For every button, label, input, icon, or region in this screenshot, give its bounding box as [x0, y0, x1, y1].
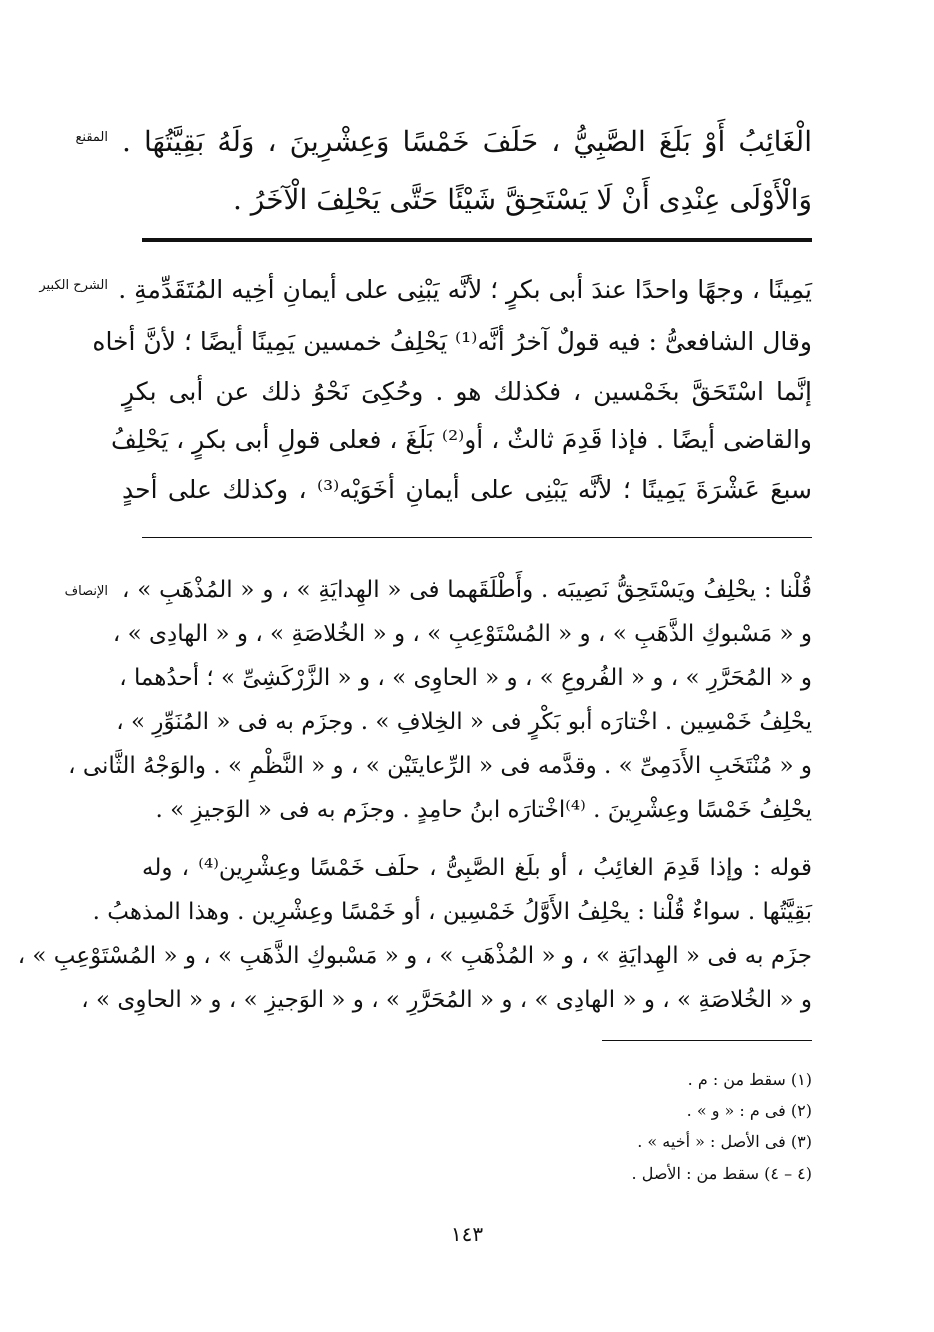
insaf-paragraph2-line-1: قوله : وإذا قَدِمَ الغائِبُ ، أو بلَغ الصَّبِىُّ ، حلَف خَمْسًا وعِشْرِين⁽⁴⁾ ، وله	[142, 855, 812, 881]
footnote-divider	[602, 1040, 812, 1041]
muqni-line-2: وَالْأَوْلَى عِنْدِى أَنْ لَا يَسْتَحِقَّ شَيْئًا حَتَّى يَحْلِفَ الْآخَرُ .	[232, 183, 812, 216]
sharh-line-4: والقاضى أيضًا . فإذا قَدِمَ ثالثٌ ، أو⁽²⁾ بَلَغَ ، فعلى قولِ أبى بكرٍ ، يَحْلِفُ	[110, 425, 812, 454]
footnote-1: (١) سقط من : م .	[687, 1070, 812, 1089]
insaf-line-6: يحْلِفُ خَمْسًا وعِشْرِينَ . ⁽⁴⁾اخْتارَه ابنُ حامِدٍ . وجزَم به فى « الوَجيزِ » .	[155, 797, 812, 823]
insaf-line-1: قُلْنا : يحْلِفُ ويَسْتَحِقُّ نَصِيبَه . وأَطْلَقَهما فى « الهِدايَةِ » ، و « المُذْهَبِ » ،	[122, 577, 812, 603]
section-label-sharh: الشرح الكبير	[39, 278, 108, 293]
insaf-line-3: و « المُحَرَّرِ » ، و « الفُروعِ » ، و « الحاوِى » ، و « الزَّرْكَشِىِّ » ؛ أحدُهما ،	[119, 665, 812, 691]
section-divider-thin	[142, 537, 812, 538]
sharh-line-3: إنَّما اسْتَحَقَّ بخَمْسين ، فكذلك هو . وحُكِىَ نَحْوُ ذلك عن أبى بكرٍ	[122, 377, 812, 406]
insaf-paragraph2-line-3: جزَم به فى « الهِدايَةِ » ، و « المُذْهَبِ » ، و « مَسْبوكِ الذَّهَبِ » ، و « المُسْتَوْعِبِ » ،	[17, 943, 812, 969]
footnote-3: (٣) فى الأصل : « أخيه » .	[637, 1132, 812, 1151]
muqni-line-1: الْغَائِبُ أَوْ بَلَغَ الصَّبِيُّ ، حَلَفَ خَمْسًا وَعِشْرِينَ ، وَلَهُ بَقِيَّتُهَا .	[122, 125, 812, 158]
footnote-4: (٤ – ٤) سقط من : الأصل .	[631, 1164, 812, 1183]
insaf-line-2: و « مَسْبوكِ الذَّهَبِ » ، و « المُسْتَوْعِبِ » ، و « الخُلاصَةِ » ، و « الهادِى » ،	[112, 621, 812, 647]
insaf-paragraph2-line-2: بَقِيَّتُها . سواءٌ قُلْنا : يحْلِفُ الأَوَّلُ خَمْسِين ، أو خَمْسًا وعِشْرِين . وهذا المذهبُ .	[92, 899, 812, 925]
sharh-line-1: يَمِينًا ، وجهًا واحدًا عندَ أبى بكرٍ ؛ لأنَّه يَبْنِى على أيمانِ أخِيه المُتَقَدِّمةِ .	[118, 275, 812, 304]
section-divider-thick	[142, 238, 812, 242]
insaf-line-4: يحْلِفُ خَمْسِين . اخْتارَه أبو بَكْرٍ فى « الخِلافِ » . وجزَم به فى « المُنَوِّرِ » ،	[116, 709, 812, 735]
insaf-paragraph2-line-4: و « الخُلاصَةِ » ، و « الهادِى » ، و « المُحَرَّرِ » ، و « الوَجيزِ » ، و « الحاوِى » ،	[81, 987, 812, 1013]
footnote-2: (٢) فى م : « و » .	[686, 1101, 812, 1120]
sharh-line-5: سبعَ عَشْرَةَ يَمِينًا ؛ لأنَّه يَبْنِى على أيمانِ أخَوَيْه⁽³⁾ ، وكذلك على أحدٍ	[122, 475, 812, 504]
section-label-muqni: المقنع	[75, 130, 108, 145]
insaf-line-5: و « مُنْتَخَبِ الأَدَمِىِّ » . وقدَّمه فى « الرِّعايتَيْن » ، و « النَّظْمِ » . والوَجْهُ الثَّانى ،	[68, 753, 812, 779]
page-number: ١٤٣	[450, 1222, 484, 1246]
sharh-line-2: وقال الشافعىُّ : فيه قولٌ آخرُ أنَّه⁽¹⁾ يَحْلِفُ خمسين يَمِينًا أيضًا ؛ لأنَّ أخاه	[92, 327, 812, 356]
section-label-insaf: الإنصاف	[64, 584, 108, 599]
